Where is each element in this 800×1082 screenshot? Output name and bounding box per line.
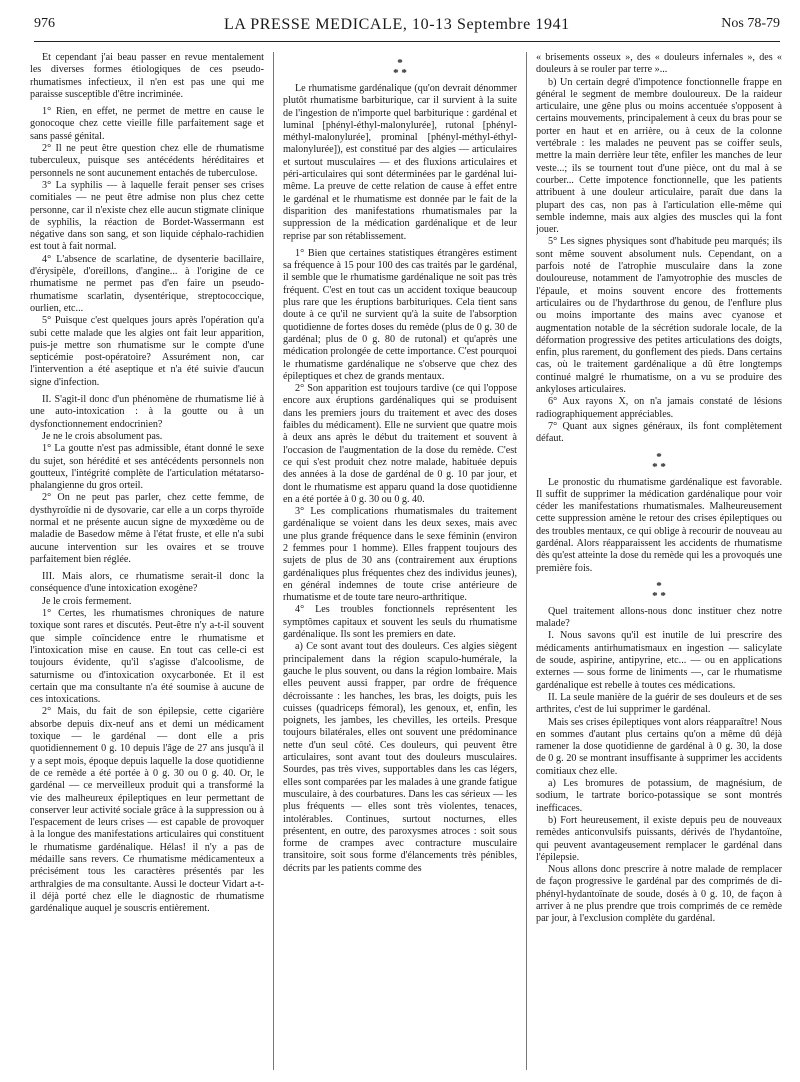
paragraph: 4° Les troubles fonctionnels représentent les symptômes capitaux et souvent les seuls du rhumatisme gardénalique. Ils sont les premiers en date. [283, 604, 517, 641]
paragraph: Quel traitement allons-nous donc instituer chez notre malade? [536, 605, 782, 630]
paragraph: II. La seule manière de la guérir de ses douleurs et de ses arthrites, c'est de lui supprimer le gardénal. [536, 691, 782, 716]
paragraph: Le rhumatisme gardénalique (qu'on devrait dénommer plutôt rhumatisme barbiturique, car il survient à la suite de l'ingestion de n'importe quel barbiturique : gardénal et luminal [phényl-éthyl-malonylurée], rutonal [phényl-méthyl-malonylurée], prominal [phényl-méthyl-éthyl-malonylurée]), est constitué par des algies — articulaires et surtout musculaires — et des fluxions articulaires et péri-articulaires qui sont déterminées par le gardénal lui-même. La preuve de cette relation de cause à effet entre le gardénal et le rhumatisme est donnée par le fait de la disparition des manifestations rhumatismales par la suppression de la médication gardénalique et de leur reprise par son rétablissement. [283, 83, 517, 242]
text-column-1 [30, 52, 264, 1074]
paragraph: 2° Mais, du fait de son épilepsie, cette cigarière absorbe depuis dix-neuf ans et demi un médicament toxique — le gardénal — dont elle a pris quotidiennement 0 g. 10 depuis l'âge de 27 ans jusqu'à il y a sept mois, époque depuis laquelle la dose quotidienne de ce remède a été portée à 0 g. 30 ou 0 g. 40. Or, le gardénal — ce merveilleux produit qui a transformé la vie des malheureux épileptiques en leur permettant de conserver leur activité sociale grâce à la suppression ou à l'espacement de leurs crises — est capable de provoquer à la longue des manifestations articulaires qui constituent le rhumatisme gardénalique. Hélas! il n'y a pas de médaille sans revers. Ce rhumatisme médicamenteux a précisément tous les caractères présentés par les arthralgies de ma consultante. Aussi le docteur Vidart a-t-il déjà porté chez elle le diagnostic de rhumatisme gardénalique auquel je souscris entièrement. [30, 706, 264, 915]
paragraph: 1° Bien que certaines statistiques étrangères estiment sa fréquence à 15 pour 100 des cas traités par le gardénal, il semble que le rhumatisme gardénalique ne soit pas très fréquent. C'est en tout cas un accident toxique beaucoup plus rare que les éruptions barbituriques. Cela tient sans doute à ce qu'il ne survient qu'à la suite de l'absorption quotidienne de fortes doses du remède (plus de 0 g. 30 de gardénal; plus de 0 g. 80 de rutonal) et qu'après une médication prolongée de cette importance. C'est pourquoi le rhumatisme gardénalique ne s'observe que chez des épileptiques et chez de grands mentaux. [283, 247, 517, 382]
paragraph: Et cependant j'ai beau passer en revue mentalement les diverses formes étiologiques de ces pseudo-rhumatismes infectieux, il n'en est pas une qui me paraisse susceptible d'être incriminée. [30, 52, 264, 100]
paragraph: 5° Les signes physiques sont d'habitude peu marqués; ils sont même souvent absolument nuls. Cependant, on a parfois noté de l'atrophie musculaire dans la zone douloureuse, notamment de l'amyotrophie des muscles de l'épaule, et moins souvent encore des frottements articulaires ou de l'hydarthrose du genou, de l'enflure plus ou moins importante des mains avec cyanose et augmentation notable de la sécrétion sudorale locale, de la déformation progressive des petites articulations des doigts, enfin, plus rarement, du gonflement des pieds. Dans certains cas, où le traitement gardénalique a dû être longtemps continué malgré le rhumatisme, on a vu se produire des ankyloses articulaires. [536, 236, 782, 396]
header-rule [34, 41, 780, 42]
paragraph: 4° L'absence de scarlatine, de dysenterie bacillaire, d'érysipèle, d'oreillons, d'angine... à l'origine de ce rhumatisme ne permet pas d'en faire un pseudo-rhumatisme scarlatin, dysentérique, streptococcique, ourlien, etc... [30, 253, 264, 314]
paragraph: 1° La goutte n'est pas admissible, étant donné le sexe du sujet, son hérédité et ses antécédents personnels non goutteux, l'intégrité complète de l'articulation métatarso-phalangienne du gros orteil. [30, 443, 264, 492]
paragraph: 7° Quant aux signes généraux, ils font complètement défaut. [536, 420, 782, 445]
page-number: 976 [34, 16, 55, 31]
page-header [34, 16, 780, 38]
paragraph: « brisements osseux », des « douleurs infernales », des « douleurs à se rouler par terre »... [536, 52, 782, 76]
paragraph: b) Fort heureusement, il existe depuis peu de nouveaux remèdes anticonvulsifs puissants, dérivés de l'hydantoïne, qui peuvent avantageusement remplacer le gardénal dans l'épilepsie. [536, 814, 782, 863]
paragraph: I. Nous savons qu'il est inutile de lui prescrire des médicaments antirhumatismaux en ingestion — salicylate de soude, aspirine, antipyrine, etc... — ou en applications externes — sous forme de liniments —, car le rhumatisme gardénalique est rebelle à toutes ces médications. [536, 630, 782, 691]
section-asterisks: * * * [652, 579, 666, 602]
paragraph: 2° Il ne peut être question chez elle de rhumatisme tuberculeux, puisque ses antécédents héréditaires et personnels ne sont aucunement entachés de tuberculose. [30, 143, 264, 179]
paragraph: b) Un certain degré d'impotence fonctionnelle frappe en général le segment de membre douloureux. De la raideur articulaire, une gêne plus ou moins accentuée s'opposent à certains mouvements, principalement à ceux du bras pour se porter en haut et en arrière, ou à ceux de la colonne vertébrale : les malades ne peuvent pas se coiffer seuls, mettre la main derrière leur tête, enfiler les manches de leur veste...; ils se tournent tout d'une pièce, ont du mal à se courber... Cette impotence fonctionnelle, que les patients attribuent à une douleur articulaire, paraît due dans la plupart des cas, non pas à l'articulation elle-même qui semble indemne, mais aux algies des muscles qui la font jouer. [536, 76, 782, 236]
paragraph: Je ne le crois absolument pas. [42, 430, 163, 442]
paragraph: 3° Les complications rhumatismales du traitement gardénalique se voient dans les deux sexes, mais avec une plus grande fréquence dans le sexe féminin (environ 2 femmes pour 1 homme). Elles frappent toujours des sujets de plus de 30 ans (contrairement aux éruptions gardénaliques plus fréquentes chez des individus jeunes), en général indemnes de toute crise antérieure de rhumatisme et de toute tare neuro-arthritique. [283, 506, 517, 604]
issue-number: Nos 78-79 [721, 16, 780, 31]
section-asterisks: * * * [393, 57, 407, 79]
paragraph: 5° Puisque c'est quelques jours après l'opération qu'a subi cette malade que les algies ont fait leur apparition, puis-je mettre son rhumatisme sur le compte d'une septicémie post-opératoire? Assurément non, car l'intervention a été aseptique et n'a été suivie d'aucun signe d'infection. [30, 315, 264, 388]
paragraph: 1° Rien, en effet, ne permet de mettre en cause le gonocoque chez cette vieille fille parfaitement sage et sans passé génital. [30, 106, 264, 142]
paragraph: 1° Certes, les rhumatismes chroniques de nature toxique sont rares et discutés. Peut-être n'y a-t-il souvent que simple coïncidence entre le rhumatisme et l'intoxication mise en cause. En tout cas celle-ci est toujours évidente, qu'il s'agisse d'alcoolisme, de saturnisme ou d'intoxication oxycarbonée. Et il est certain que ma consultante n'a été soumise à aucune de ces intoxications. [30, 608, 264, 706]
paragraph: Le pronostic du rhumatisme gardénalique est favorable. Il suffit de supprimer la médication gardénalique pour voir céder les manifestations rhumatismales. Malheureusement cette suppression amène le retour des crises épileptiques ou des troubles mentaux, ce qui oblige à recourir de nouveau au gardénal. Alors réapparaissent les accidents de rhumatisme dès qu'est atteinte la dose du remède qui les a provoqués une première fois. [536, 476, 782, 574]
section-asterisks: * * * [652, 450, 666, 473]
text-column-3 [536, 52, 782, 1074]
paragraph: Mais ses crises épileptiques vont alors réapparaître! Nous en sommes d'autant plus certains qu'on a même dû déjà ramener la dose quotidienne de gardénal à 0 g. 30, la dose de 0 g. 20 se montrant insuffisante à supprimer les accidents comitiaux chez elle. [536, 716, 782, 777]
column-separator [526, 52, 527, 1070]
journal-title: LA PRESSE MEDICALE, 10-13 Septembre 1941 [224, 16, 570, 33]
paragraph: 3° La syphilis — à laquelle ferait penser ses crises comitiales — ne peut être admise non plus chez cette personne, car il n'existe chez elle aucun stigmate clinique de syphilis, la réaction de Bordet-Wassermann est négative dans son sang, et son liquide céphalo-rachidien est tout à fait normal. [30, 179, 264, 253]
text-column-2 [283, 52, 517, 1074]
paragraph: Nous allons donc prescrire à notre malade de remplacer de façon progressive le gardénal par des comprimés de di-phényl-hydantoïnate de soude, dosés à 0 g. 10, de façon à arriver à ne plus prendre que trois comprimés de ce remède par jour, à l'exclusion complète du gardénal. [536, 864, 782, 925]
paragraph: 2° Son apparition est toujours tardive (ce qui l'oppose encore aux éruptions gardénaliques qui se produisent dans les premiers jours du traitement et avec des doses faibles du médicament). Elle ne survient que quatre mois à deux ans après le début du traitement et souvent à l'occasion de l'augmentation de la dose du remède. C'est ce qui s'est produit chez notre malade, habituée depuis des années à la dose de gardénal de 0 g. 10 par jour, et dont le rhumatisme est apparu quand la dose quotidienne en a été portée à 0 g. 30 ou 0 g. 40. [283, 383, 517, 505]
paragraph: Je le crois fermement. [42, 595, 132, 607]
paragraph: 6° Aux rayons X, on n'a jamais constaté de lésions radiographiquement appréciables. [536, 396, 782, 420]
paragraph: a) Les bromures de potassium, de magnésium, de sodium, le tartrate borico-potassique se sont montrés inefficaces. [536, 778, 782, 814]
paragraph: a) Ce sont avant tout des douleurs. Ces algies siègent principalement dans la région scapulo-humérale, la gauche le plus souvent, ou dans la région lombaire. Mais elles peuvent aussi frapper, par ordre de fréquence décroissante : les hanches, les bras, les doigts, puis les cuisses (quadriceps fémoral), les genoux, et, enfin, les poignets, les jambes, les chevilles, les orteils. Presque toujours bilatérales, elles ont souvent une prédominance nette d'un seul côté. Ces douleurs, qui peuvent être articulaires, sont avant tout des douleurs musculaires. Sourdes, pas très vives, supportables dans les cas légers, elles sont comparées par les malades à une grande fatigue musculaire, à des courbatures. Dans les cas sérieux — les plus fréquents — elles sont très violentes, tenaces, intolérables. Continues, surtout nocturnes, elles présentent, en outre, des paroxysmes atroces : soit sous forme de crampes avec contracture musculaire transitoire, soit sous forme d'élancements très pénibles, décrits par les patients comme des [283, 641, 517, 874]
paragraph: 2° On ne peut pas parler, chez cette femme, de dysthyroïdie ni de dysovarie, car elle a un corps thyroïde normal et ne présente aucun signe de myxœdème ou de maladie de Basedow même à l'état fruste, et elle n'a subi aucune intervention sur les ovaires et se trouve parfaitement bien réglée. [30, 492, 264, 565]
section-heading: II. S'agit-il donc d'un phénomène de rhumatisme lié à une auto-intoxication : à la goutte ou à un dysfonctionnement endocrinien? [30, 394, 264, 430]
column-separator [273, 52, 274, 1070]
section-heading: III. Mais alors, ce rhumatisme serait-il donc la conséquence d'une intoxication exogène? [30, 571, 264, 595]
